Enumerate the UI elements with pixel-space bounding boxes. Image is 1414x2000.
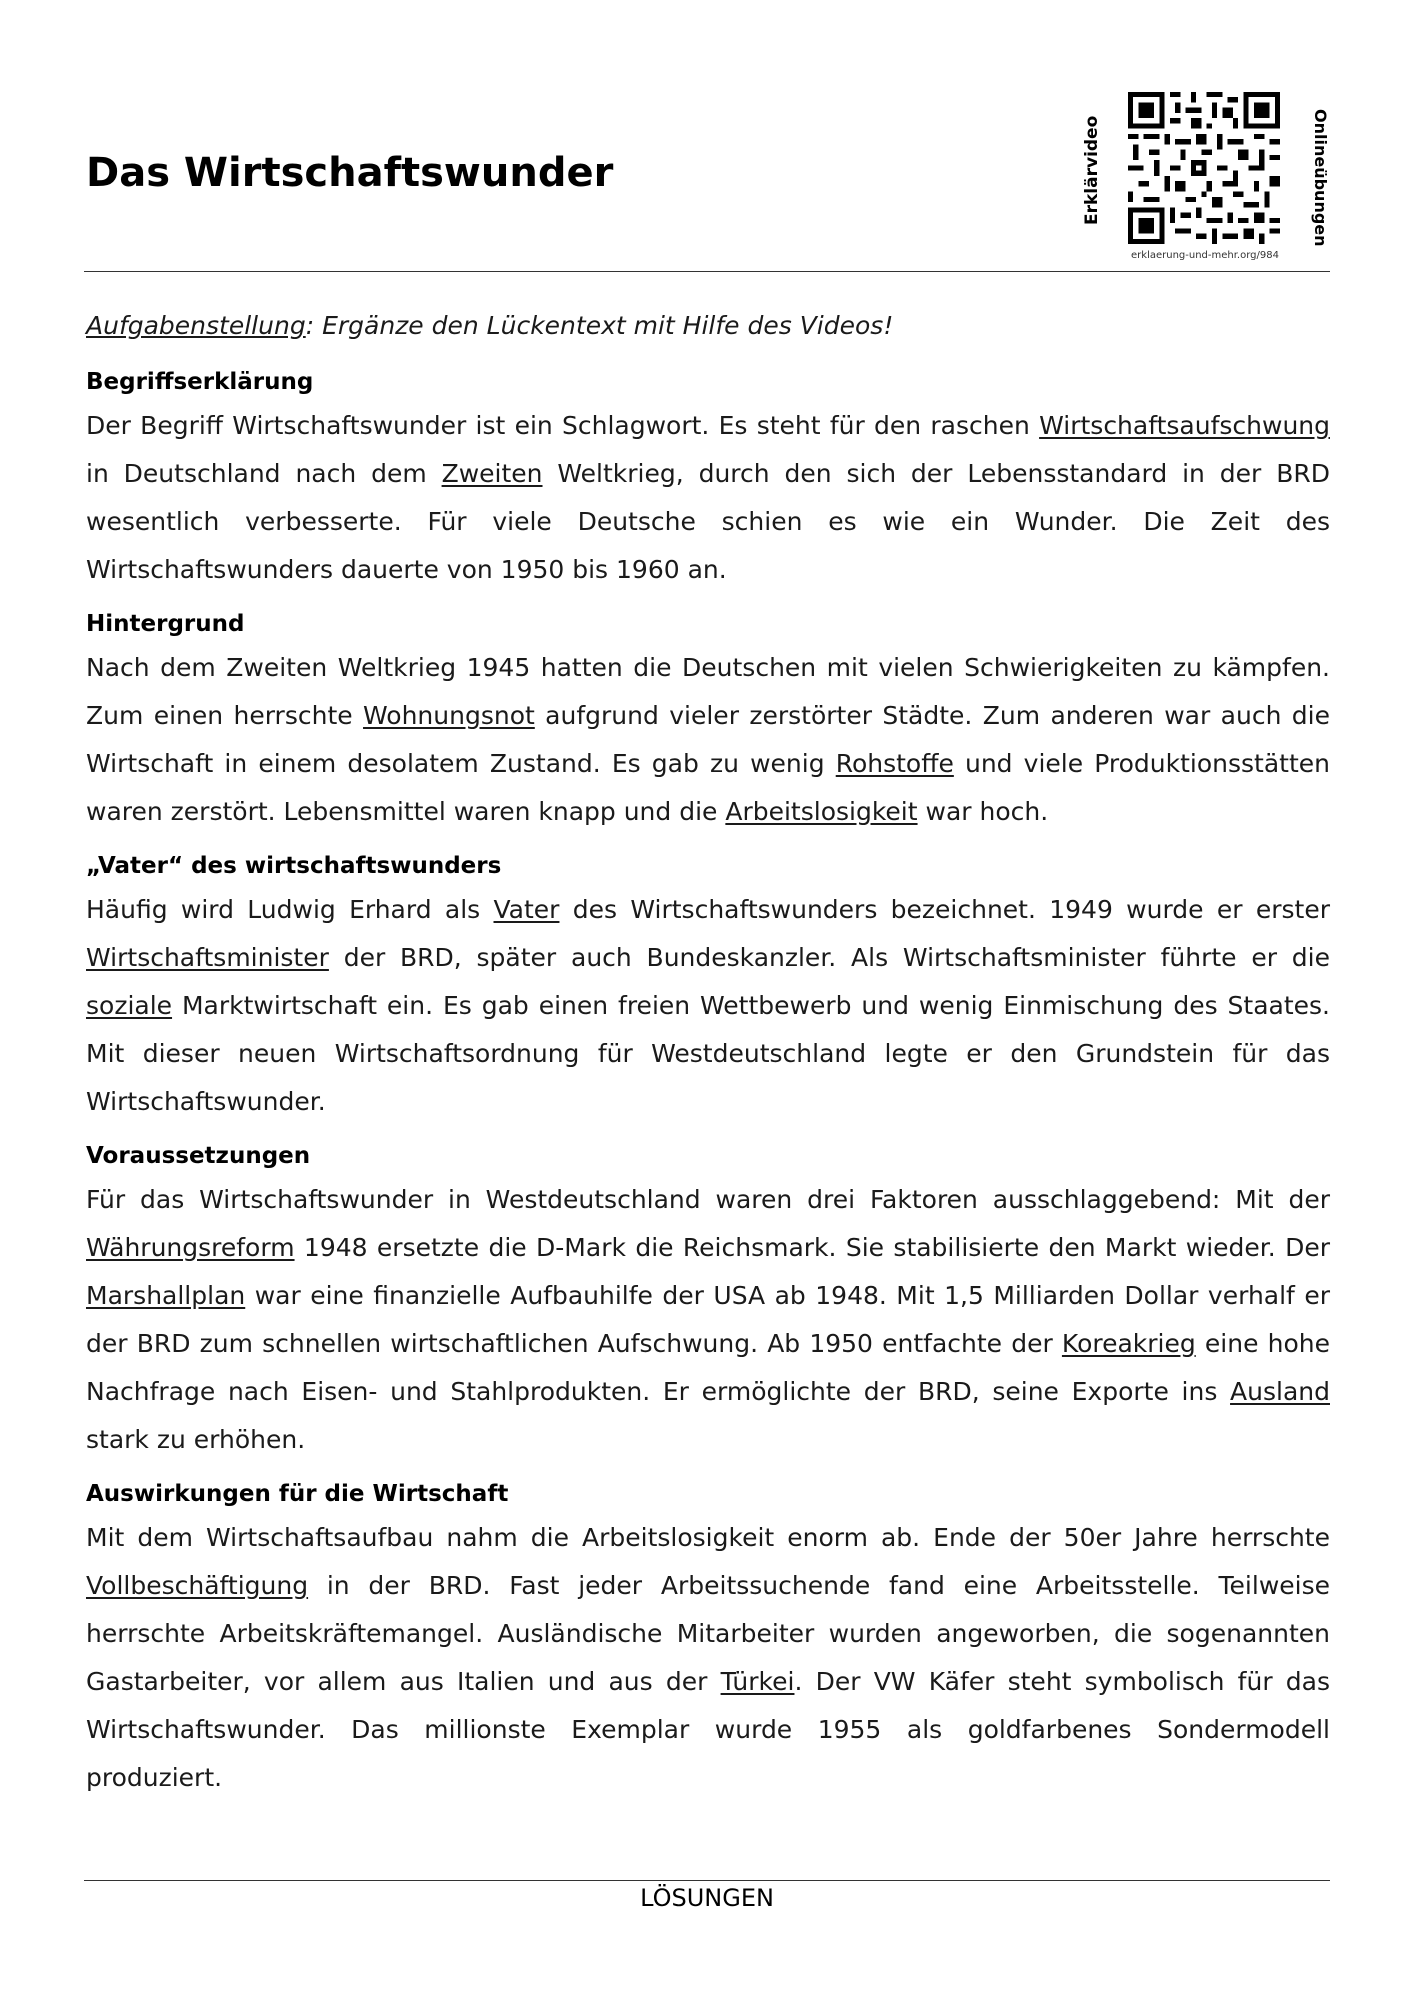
section-heading: Begriffserklärung <box>86 369 314 395</box>
section-begriffserklaerung <box>86 362 1330 594</box>
text-fragment: in der BRD. Fast jeder Arbeitssuchende fand eine Arbeitsstelle. Teilweise herrschte Arbeitskräftemangel. Ausländische Mitarbeiter wurden angeworben, die sogenannten Gastarbeiter, vor allem aus Italien und aus der <box>86 1571 1330 1696</box>
section-voraussetzungen <box>86 1136 1330 1464</box>
section-body <box>86 402 1330 594</box>
section-vater <box>86 846 1330 1126</box>
footer-divider <box>84 1880 1330 1881</box>
section-body <box>86 1176 1330 1464</box>
gap-answer: Zweiten <box>441 459 543 488</box>
gap-answer: Wohnungsnot <box>363 701 535 730</box>
footer-label: LÖSUNGEN <box>640 1884 774 1912</box>
text-fragment: eine hohe Nachfrage nach Eisen- und Stahlprodukten. Er ermöglichte der BRD, seine Exporte ins <box>86 1329 1331 1406</box>
text-fragment: Häufig wird Ludwig Erhard als <box>86 895 494 924</box>
page-title: Das Wirtschaftswunder <box>86 150 614 196</box>
header-divider <box>84 271 1330 272</box>
task-text: : Ergänze den Lückentext mit Hilfe des Videos! <box>305 311 894 340</box>
text-fragment: Weltkrieg, durch den sich der Lebensstandard in der BRD wesentlich verbesserte. Für viele Deutsche schien es wie ein Wunder. Die Zeit des Wirtschaftswunders dauerte von 1950 bis 1960 an. <box>86 459 1330 584</box>
gap-answer: Vater <box>493 895 560 924</box>
text-fragment: Marktwirtschaft ein. Es gab einen freien Wettbewerb und wenig Einmischung des Staates. Mit dieser neuen Wirtschaftsordnung für Westdeutschland legte er den Grundstein für das Wirtschaftswunder. <box>86 991 1330 1116</box>
text-fragment: der BRD, später auch Bundeskanzler. Als Wirtschaftsminister führte er die <box>328 943 1330 972</box>
erklaervideo-label: Erklärvideo <box>1082 115 1102 225</box>
gap-answer: Rohstoffe <box>835 749 954 778</box>
gap-answer: Arbeitslosigkeit <box>725 797 918 826</box>
text-fragment: des Wirtschaftswunders bezeichnet. 1949 wurde er erster <box>559 895 1330 924</box>
gap-answer: Marshallplan <box>86 1281 246 1310</box>
text-fragment: 1948 ersetzte die D-Mark die Reichsmark. Sie stabilisierte den Markt wieder. Der <box>294 1233 1330 1262</box>
qr-url: erklaerung-und-mehr.org/984 <box>1131 250 1279 261</box>
gap-answer: Währungsreform <box>86 1233 295 1262</box>
text-fragment: stark zu erhöhen. <box>86 1425 306 1454</box>
task-label: Aufgabenstellung <box>86 311 306 340</box>
task-instruction <box>86 300 1330 352</box>
gap-answer: Wirtschaftsminister <box>86 943 329 972</box>
section-body <box>86 644 1330 836</box>
qr-code[interactable] <box>1128 92 1280 244</box>
text-fragment: und viele Produktionsstätten waren zerstört. Lebensmittel waren knapp und die <box>86 749 1331 826</box>
gap-answer: Vollbeschäftigung <box>86 1571 309 1600</box>
onlineuebungen-label: Onlineübungen <box>1311 109 1330 247</box>
text-fragment: Mit dem Wirtschaftsaufbau nahm die Arbeitslosigkeit enorm ab. Ende der 50er Jahre herrschte <box>86 1523 1330 1552</box>
text-fragment: Nach dem Zweiten Weltkrieg 1945 hatten die Deutschen mit vielen Schwierigkeiten zu kämpfen. Zum einen herrschte <box>86 653 1330 730</box>
section-auswirkungen <box>86 1474 1330 1802</box>
section-heading: Auswirkungen für die Wirtschaft <box>86 1481 509 1507</box>
gap-answer: Wirtschaftsaufschwung <box>1039 411 1330 440</box>
section-heading: Hintergrund <box>86 611 245 637</box>
text-fragment: Der Begriff Wirtschaftswunder ist ein Schlagwort. Es steht für den raschen <box>86 411 1040 440</box>
text-fragment: . Der VW Käfer steht symbolisch für das Wirtschaftswunder. Das millionste Exemplar wurde 1955 als goldfarbenes Sondermodell produziert. <box>86 1667 1330 1792</box>
text-fragment: in Deutschland nach dem <box>86 459 442 488</box>
text-fragment: war hoch. <box>917 797 1049 826</box>
text-fragment: Für das Wirtschaftswunder in Westdeutschland waren drei Faktoren ausschlaggebend: Mit der <box>86 1185 1330 1214</box>
gap-answer: Türkei <box>720 1667 795 1696</box>
gap-answer: soziale <box>86 991 173 1020</box>
worksheet-content <box>86 300 1330 1802</box>
section-hintergrund <box>86 604 1330 836</box>
section-heading: „Vater“ des wirtschaftswunders <box>86 853 502 879</box>
section-body <box>86 1514 1330 1802</box>
text-fragment: aufgrund vieler zerstörter Städte. Zum anderen war auch die Wirtschaft in einem desolatem Zustand. Es gab zu wenig <box>86 701 1330 778</box>
section-body <box>86 886 1330 1126</box>
section-heading: Voraussetzungen <box>86 1143 311 1169</box>
gap-answer: Koreakrieg <box>1061 1329 1196 1358</box>
text-fragment: war eine finanzielle Aufbauhilfe der USA ab 1948. Mit 1,5 Milliarden Dollar verhalf er der BRD zum schnellen wirtschaftlichen Aufschwung. Ab 1950 entfachte der <box>86 1281 1330 1358</box>
gap-answer: Ausland <box>1230 1377 1330 1406</box>
